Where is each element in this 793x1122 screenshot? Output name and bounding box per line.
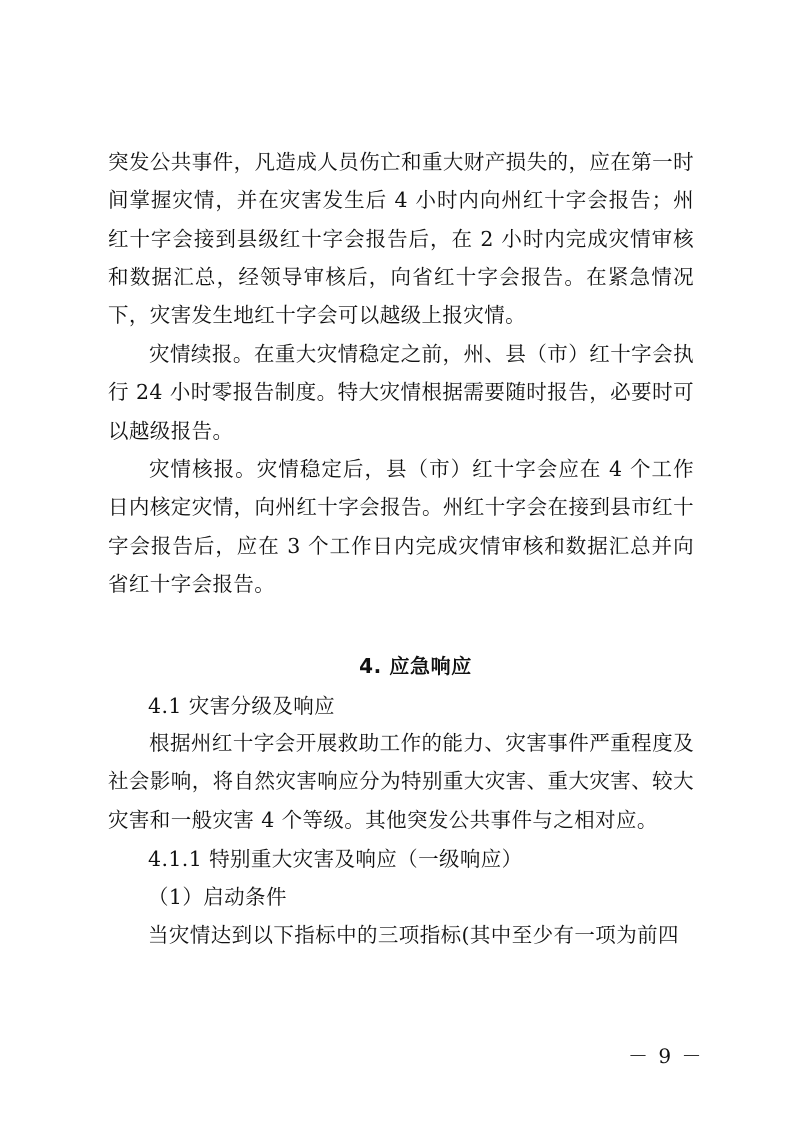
paragraph-disaster-levels: 根据州红十字会开展救助工作的能力、灾害事件严重程度及社会影响，将自然灾害响应分为特别重大灾害、重大灾害、较大灾害和一般灾害 4 个等级。其他突发公共事件与之相对应。	[108, 731, 694, 832]
paragraph-start-conditions-text: 当灾情达到以下指标中的三项指标(其中至少有一项为前四	[148, 923, 679, 947]
subheading-disaster-classification: 4.1 灾害分级及响应	[148, 694, 336, 718]
paragraph-disaster-verification-report: 灾情核报。灾情稳定后，县（市）红十字会应在 4 个工作日内核定灾情，向州红十字会报告。州红十字会在接到县市红十字会报告后，应在 3 个工作日内完成灾情审核和数据汇总并向省红十字会报告。	[108, 457, 694, 596]
paragraph-disaster-follow-up-report: 灾情续报。在重大灾情稳定之前，州、县（市）红十字会执行 24 小时零报告制度。特大灾情根据需要随时报告，必要时可以越级报告。	[108, 342, 694, 443]
subheading-level-one-response: 4.1.1 特别重大灾害及响应（一级响应）	[148, 847, 523, 871]
paragraph-disaster-initial-report: 突发公共事件，凡造成人员伤亡和重大财产损失的，应在第一时间掌握灾情，并在灾害发生后 4 小时内向州红十字会报告；州红十字会接到县级红十字会报告后，在 2 小时内完成灾情审核和数据汇总，经领导审核后，向省红十字会报告。在紧急情况下，灾害发生地红十字会可以越级上报灾情。	[108, 150, 694, 328]
page-number: － 9 －	[628, 1044, 704, 1068]
section-heading-emergency-response: 4. 应急响应	[359, 654, 472, 678]
subheading-start-conditions: （1）启动条件	[148, 885, 287, 909]
